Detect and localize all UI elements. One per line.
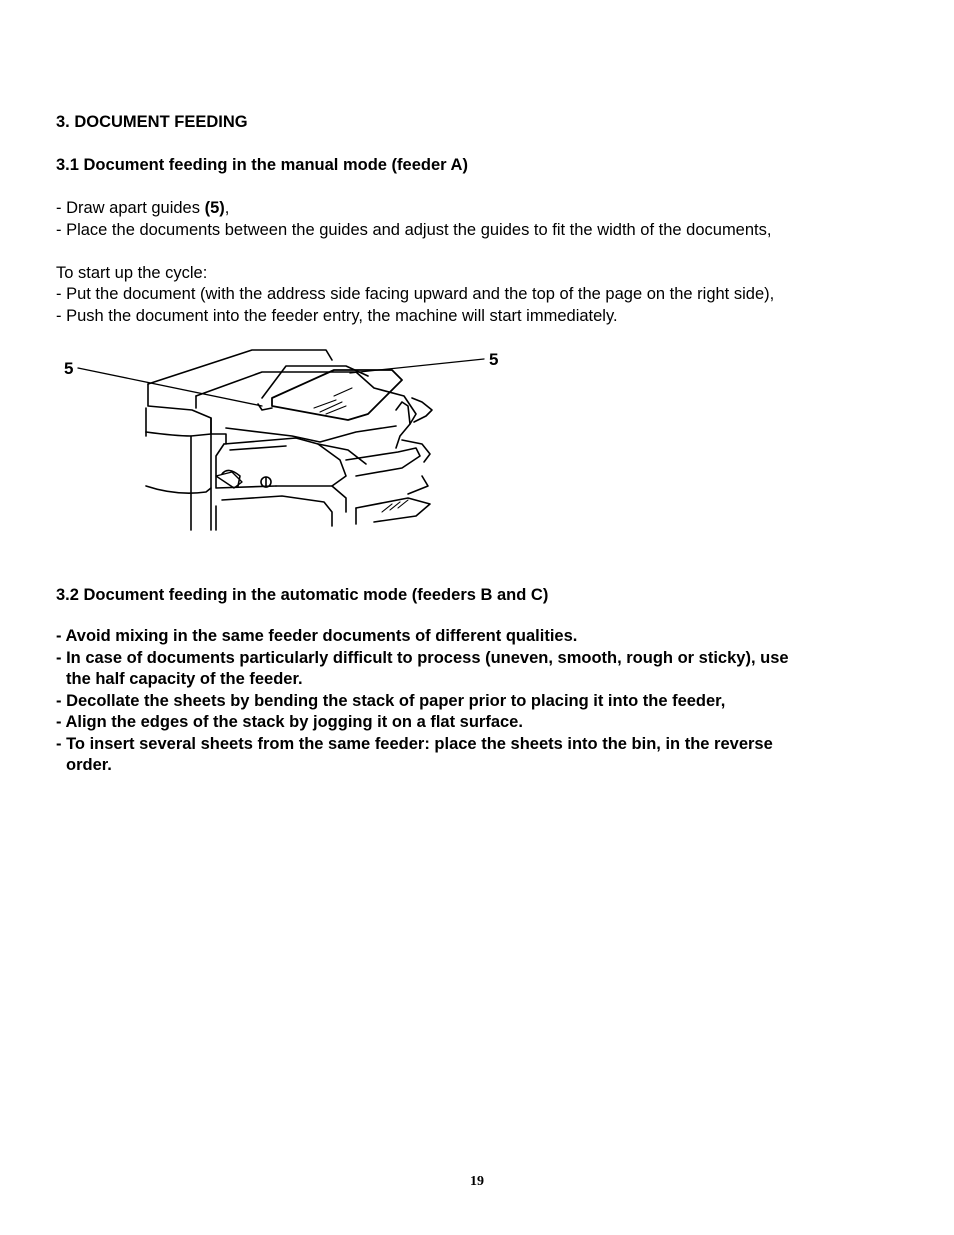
automatic-mode-steps xyxy=(56,626,789,777)
list-item: - To insert several sheets from the same feeder: place the sheets into the bin, in the reverse xyxy=(56,734,773,753)
callout-label-right: 5 xyxy=(489,350,499,369)
bottom-output-tray xyxy=(216,476,430,530)
list-item: - Decollate the sheets by bending the stack of paper prior to placing it into the feeder, xyxy=(56,691,726,710)
start-cycle-steps xyxy=(56,284,774,327)
manual-mode-steps xyxy=(56,198,771,241)
subsection-heading-automatic: 3.2 Document feeding in the automatic mode (feeders B and C) xyxy=(56,586,549,604)
callout-leader-left xyxy=(78,368,262,406)
step-push-document: - Push the document into the feeder entry, the machine will start immediately. xyxy=(56,306,618,325)
list-item-continuation: order. xyxy=(66,756,112,774)
step-draw-apart-guides xyxy=(56,198,771,220)
subsection-heading-manual: 3.1 Document feeding in the manual mode (feeder A) xyxy=(56,156,468,174)
step-place-documents: - Place the documents between the guides and adjust the guides to fit the width of the documents, xyxy=(56,220,772,239)
list-item: - Align the edges of the stack by jogging it on a flat surface. xyxy=(56,713,523,731)
start-cycle-intro: To start up the cycle: xyxy=(56,264,208,282)
step-text: - Draw apart guides xyxy=(56,199,205,217)
feeder-illustration xyxy=(56,336,516,536)
top-feeder-tray xyxy=(196,366,432,448)
callout-label-left: 5 xyxy=(64,359,74,378)
step-punctuation: , xyxy=(224,199,230,217)
list-item: - Avoid mixing in the same feeder documents of different qualities. xyxy=(56,627,578,645)
list-item-continuation: the half capacity of the feeder. xyxy=(66,670,303,688)
section-heading: 3. DOCUMENT FEEDING xyxy=(56,113,248,131)
middle-feeder xyxy=(216,438,430,512)
page-number: 19 xyxy=(470,1174,484,1189)
step-put-document: - Put the document (with the address side facing upward and the top of the page on the right side), xyxy=(56,285,775,303)
list-item: - In case of documents particularly difficult to process (uneven, smooth, rough or sticky), use xyxy=(56,648,789,667)
guide-reference: (5) xyxy=(204,199,225,217)
